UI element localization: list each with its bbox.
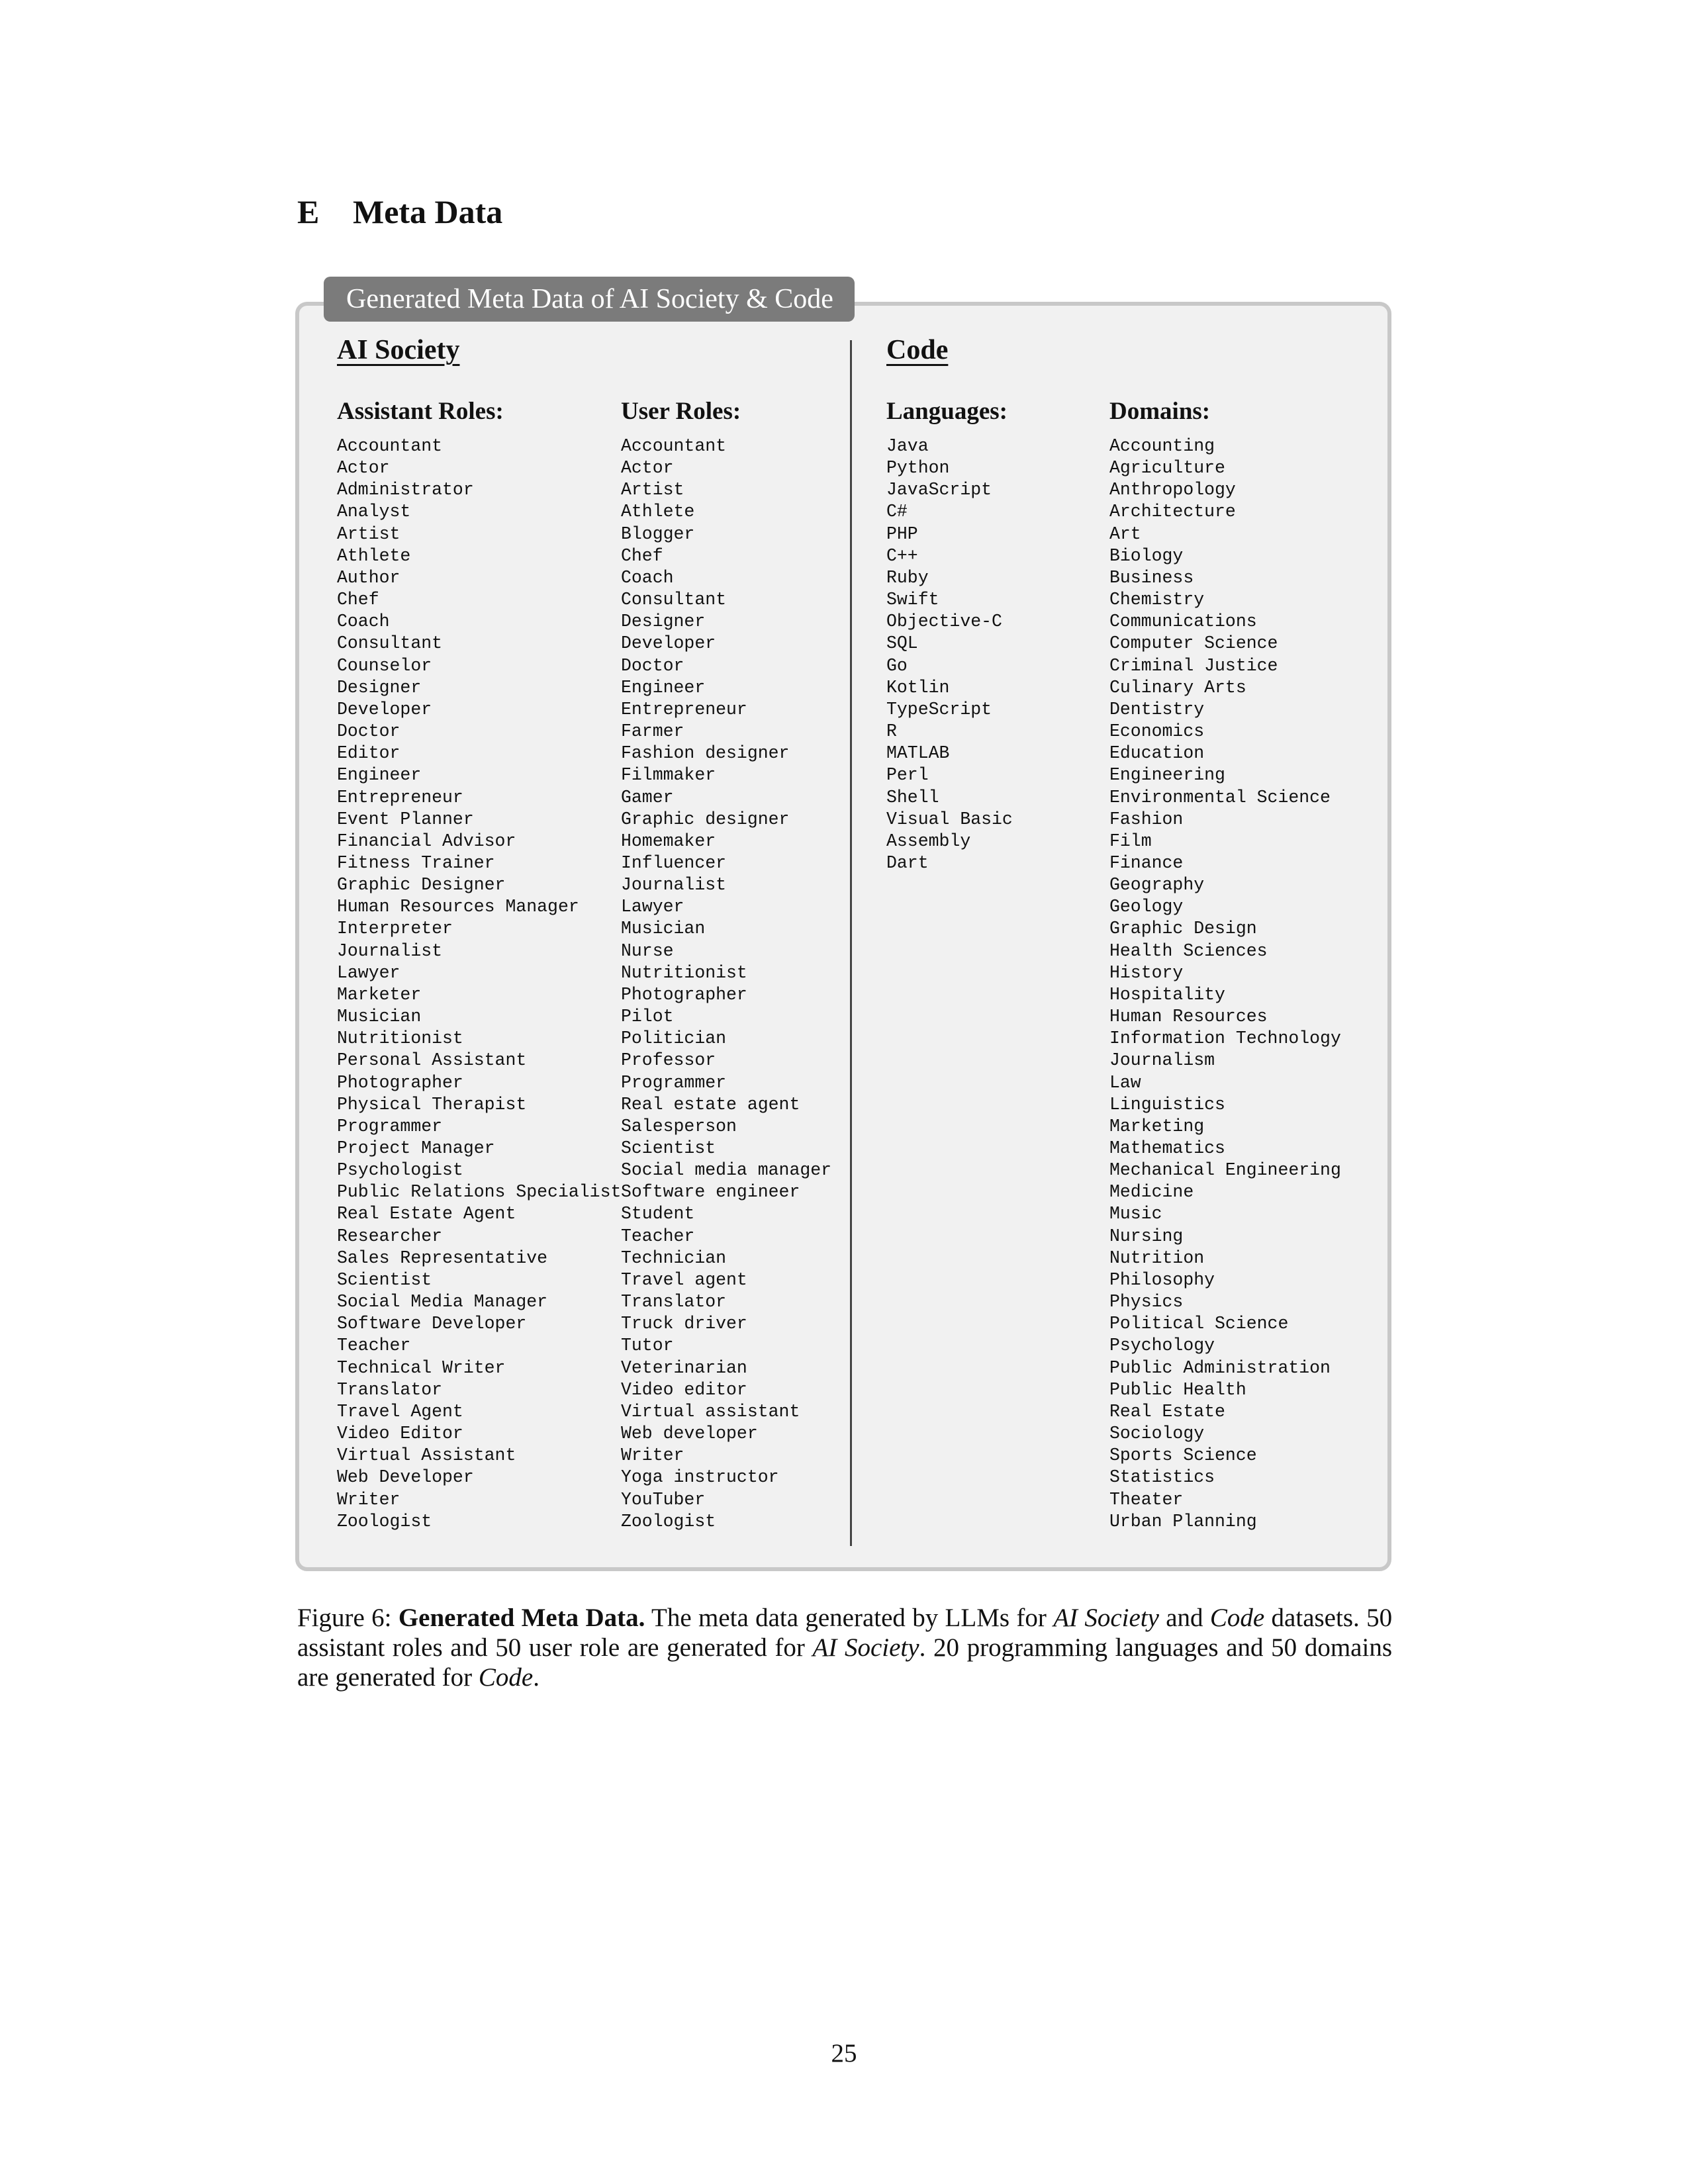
user-role-item: Student — [621, 1204, 695, 1224]
caption-text: . 20 programming languages and 50 domains are generated for — [297, 1633, 1393, 1692]
domain-item: Accounting — [1109, 436, 1215, 456]
language-item: Java — [886, 436, 929, 456]
domain-item: Fashion — [1109, 809, 1184, 829]
assistant-role-item: Editor — [337, 743, 400, 764]
user-role-item: Real estate agent — [621, 1094, 800, 1115]
user-role-item: Accountant — [621, 436, 727, 456]
user-role-item: Actor — [621, 458, 674, 478]
user-role-item: Developer — [621, 633, 716, 654]
language-item: Ruby — [886, 567, 929, 588]
user-role-item: Nurse — [621, 940, 674, 961]
user-role-item: Influencer — [621, 852, 727, 873]
domain-item: Geology — [1109, 897, 1184, 917]
section-heading — [297, 192, 502, 232]
user-role-item: Virtual assistant — [621, 1401, 800, 1422]
assistant-role-item: Developer — [337, 699, 432, 719]
assistant-role-item: Virtual Assistant — [337, 1445, 516, 1466]
user-role-item: YouTuber — [621, 1489, 706, 1510]
user-role-item: Engineer — [621, 677, 706, 698]
user-role-item: Web developer — [621, 1424, 758, 1444]
domain-item: Law — [1109, 1072, 1141, 1093]
user-role-item: Zoologist — [621, 1511, 716, 1531]
assistant-role-item: Technical Writer — [337, 1357, 506, 1378]
assistant-role-item: Counselor — [337, 655, 432, 676]
user-role-item: Artist — [621, 480, 684, 500]
assistant-role-item: Engineer — [337, 765, 422, 786]
assistant-role-item: Web Developer — [337, 1467, 474, 1488]
language-item: Shell — [886, 787, 939, 807]
user-role-item: Technician — [621, 1248, 727, 1268]
language-item: Kotlin — [886, 677, 950, 698]
caption-text: The meta data generated by LLMs for — [651, 1604, 1047, 1632]
domains-list — [1109, 435, 1341, 1533]
domain-item: Education — [1109, 743, 1205, 764]
domain-item: Urban Planning — [1109, 1511, 1257, 1531]
domain-item: Film — [1109, 831, 1152, 851]
user-role-item: Coach — [621, 567, 674, 588]
caption-text: and — [1166, 1604, 1203, 1632]
assistant-role-item: Social Media Manager — [337, 1292, 548, 1312]
user-role-item: Programmer — [621, 1072, 727, 1093]
user-role-item: Designer — [621, 612, 706, 632]
language-item: PHP — [886, 523, 918, 544]
assistant-role-item: Graphic Designer — [337, 875, 506, 895]
domain-item: Culinary Arts — [1109, 677, 1246, 698]
user-role-item: Writer — [621, 1445, 684, 1466]
user-role-item: Entrepreneur — [621, 699, 747, 719]
assistant-role-item: Coach — [337, 612, 390, 632]
assistant-role-item: Doctor — [337, 721, 400, 742]
assistant-role-item: Artist — [337, 523, 400, 544]
domain-item: Dentistry — [1109, 699, 1205, 719]
domain-item: Communications — [1109, 612, 1257, 632]
language-item: SQL — [886, 633, 918, 654]
caption-text: datasets. 50 assistant roles and 50 user role are generated for — [297, 1604, 1393, 1662]
assistant-role-item: Scientist — [337, 1269, 432, 1290]
user-role-item: Graphic designer — [621, 809, 790, 829]
assistant-role-item: Zoologist — [337, 1511, 432, 1531]
assistant-role-item: Event Planner — [337, 809, 474, 829]
languages-heading: Languages: — [886, 398, 1008, 425]
language-item: Assembly — [886, 831, 971, 851]
assistant-role-item: Athlete — [337, 545, 411, 566]
caption-bold-title: Generated Meta Data. — [398, 1604, 645, 1632]
assistant-role-item: Sales Representative — [337, 1248, 548, 1268]
assistant-role-item: Journalist — [337, 940, 443, 961]
language-item: C++ — [886, 545, 918, 566]
assistant-role-item: Programmer — [337, 1116, 443, 1136]
user-role-item: Farmer — [621, 721, 684, 742]
domain-item: Music — [1109, 1204, 1162, 1224]
domain-item: Journalism — [1109, 1050, 1215, 1071]
assistant-role-item: Project Manager — [337, 1138, 495, 1158]
domain-item: Mathematics — [1109, 1138, 1225, 1158]
caption-italic: Code — [478, 1663, 534, 1692]
language-item: R — [886, 721, 897, 742]
domain-item: Sociology — [1109, 1424, 1205, 1444]
figure-caption — [297, 1603, 1392, 1692]
user-role-item: Fashion designer — [621, 743, 790, 764]
user-role-item: Tutor — [621, 1336, 674, 1356]
domain-item: Medicine — [1109, 1182, 1194, 1203]
assistant-role-item: Marketer — [337, 984, 422, 1005]
domain-item: Biology — [1109, 545, 1184, 566]
domain-item: Physics — [1109, 1292, 1184, 1312]
assistant-role-item: Entrepreneur — [337, 787, 463, 807]
language-item: MATLAB — [886, 743, 950, 764]
caption-italic: AI Society — [812, 1633, 919, 1662]
domain-item: Finance — [1109, 852, 1184, 873]
domain-item: Nursing — [1109, 1226, 1184, 1246]
user-role-item: Software engineer — [621, 1182, 800, 1203]
user-role-item: Athlete — [621, 502, 695, 522]
user-role-item: Consultant — [621, 590, 727, 610]
assistant-role-item: Actor — [337, 458, 390, 478]
section-number: E — [297, 193, 320, 230]
assistant-role-item: Nutritionist — [337, 1028, 463, 1049]
assistant-role-item: Designer — [337, 677, 422, 698]
language-item: JavaScript — [886, 480, 992, 500]
assistant-role-item: Fitness Trainer — [337, 852, 495, 873]
domain-item: Sports Science — [1109, 1445, 1257, 1466]
assistant-role-item: Physical Therapist — [337, 1094, 527, 1115]
assistant-role-item: Accountant — [337, 436, 443, 456]
domain-item: Graphic Design — [1109, 919, 1257, 939]
ai-society-title: AI Society — [337, 335, 460, 365]
domain-item: Environmental Science — [1109, 787, 1331, 807]
domains-heading: Domains: — [1109, 398, 1211, 425]
user-role-item: Pilot — [621, 1007, 674, 1027]
user-role-item: Professor — [621, 1050, 716, 1071]
user-role-item: Homemaker — [621, 831, 716, 851]
caption-italic: Code — [1209, 1604, 1265, 1632]
assistant-role-item: Writer — [337, 1489, 400, 1510]
domain-item: Agriculture — [1109, 458, 1225, 478]
assistant-role-item: Administrator — [337, 480, 474, 500]
user-role-item: Photographer — [621, 984, 747, 1005]
domain-item: Mechanical Engineering — [1109, 1160, 1341, 1181]
assistant-role-item: Travel Agent — [337, 1401, 463, 1422]
domain-item: Information Technology — [1109, 1028, 1341, 1049]
language-item: TypeScript — [886, 699, 992, 719]
language-item: Swift — [886, 590, 939, 610]
assistant-role-item: Chef — [337, 590, 379, 610]
user-roles-list — [621, 435, 831, 1533]
domain-item: Business — [1109, 567, 1194, 588]
user-role-item: Salesperson — [621, 1116, 737, 1136]
domain-item: Human Resources — [1109, 1007, 1268, 1027]
languages-list — [886, 435, 1013, 874]
assistant-role-item: Interpreter — [337, 919, 453, 939]
assistant-role-item: Author — [337, 567, 400, 588]
domain-item: Nutrition — [1109, 1248, 1205, 1268]
user-role-item: Musician — [621, 919, 706, 939]
language-item: Visual Basic — [886, 809, 1013, 829]
language-item: Dart — [886, 852, 929, 873]
assistant-role-item: Public Relations Specialist — [337, 1182, 622, 1203]
user-role-item: Filmmaker — [621, 765, 716, 786]
assistant-roles-heading: Assistant Roles: — [337, 398, 504, 425]
user-role-item: Yoga instructor — [621, 1467, 779, 1488]
domain-item: Architecture — [1109, 502, 1236, 522]
user-role-item: Gamer — [621, 787, 674, 807]
assistant-role-item: Translator — [337, 1379, 443, 1400]
domain-item: Political Science — [1109, 1314, 1289, 1334]
assistant-role-item: Software Developer — [337, 1314, 527, 1334]
domain-item: Anthropology — [1109, 480, 1236, 500]
language-item: C# — [886, 502, 908, 522]
domain-item: Criminal Justice — [1109, 655, 1278, 676]
domain-item: Health Sciences — [1109, 940, 1268, 961]
assistant-roles-list — [337, 435, 621, 1533]
assistant-role-item: Musician — [337, 1007, 422, 1027]
domain-item: Public Health — [1109, 1379, 1246, 1400]
box-title: Generated Meta Data of AI Society & Code — [324, 277, 855, 322]
domain-item: Psychology — [1109, 1336, 1215, 1356]
caption-text: . — [533, 1663, 539, 1692]
domain-item: Hospitality — [1109, 984, 1225, 1005]
domain-item: Statistics — [1109, 1467, 1215, 1488]
user-role-item: Veterinarian — [621, 1357, 747, 1378]
assistant-role-item: Psychologist — [337, 1160, 463, 1181]
domain-item: Economics — [1109, 721, 1205, 742]
assistant-role-item: Lawyer — [337, 962, 400, 983]
section-title: Meta Data — [353, 193, 503, 230]
language-item: Python — [886, 458, 950, 478]
assistant-role-item: Analyst — [337, 502, 411, 522]
assistant-role-item: Researcher — [337, 1226, 443, 1246]
user-role-item: Politician — [621, 1028, 727, 1049]
domain-item: Computer Science — [1109, 633, 1278, 654]
caption-italic: AI Society — [1053, 1604, 1159, 1632]
column-divider — [850, 340, 852, 1546]
assistant-role-item: Teacher — [337, 1336, 411, 1356]
domain-item: Philosophy — [1109, 1269, 1215, 1290]
assistant-role-item: Personal Assistant — [337, 1050, 527, 1071]
domain-item: History — [1109, 962, 1184, 983]
user-role-item: Chef — [621, 545, 663, 566]
assistant-role-item: Human Resources Manager — [337, 897, 579, 917]
domain-item: Engineering — [1109, 765, 1225, 786]
domain-item: Theater — [1109, 1489, 1184, 1510]
code-title: Code — [886, 335, 949, 365]
domain-item: Public Administration — [1109, 1357, 1331, 1378]
user-role-item: Nutritionist — [621, 962, 747, 983]
user-role-item: Social media manager — [621, 1160, 832, 1181]
assistant-role-item: Video Editor — [337, 1424, 463, 1444]
user-role-item: Lawyer — [621, 897, 684, 917]
user-roles-heading: User Roles: — [621, 398, 741, 425]
user-role-item: Video editor — [621, 1379, 747, 1400]
user-role-item: Truck driver — [621, 1314, 747, 1334]
assistant-role-item: Financial Advisor — [337, 831, 516, 851]
user-role-item: Scientist — [621, 1138, 716, 1158]
assistant-role-item: Consultant — [337, 633, 443, 654]
domain-item: Real Estate — [1109, 1401, 1225, 1422]
language-item: Perl — [886, 765, 929, 786]
assistant-role-item: Photographer — [337, 1072, 463, 1093]
domain-item: Marketing — [1109, 1116, 1205, 1136]
user-role-item: Teacher — [621, 1226, 695, 1246]
domain-item: Art — [1109, 523, 1141, 544]
caption-label: Figure 6: — [297, 1604, 392, 1632]
user-role-item: Blogger — [621, 523, 695, 544]
page-number: 25 — [831, 2039, 857, 2068]
user-role-item: Doctor — [621, 655, 684, 676]
domain-item: Chemistry — [1109, 590, 1205, 610]
user-role-item: Travel agent — [621, 1269, 747, 1290]
domain-item: Geography — [1109, 875, 1205, 895]
language-item: Go — [886, 655, 908, 676]
assistant-role-item: Real Estate Agent — [337, 1204, 516, 1224]
user-role-item: Journalist — [621, 875, 727, 895]
user-role-item: Translator — [621, 1292, 727, 1312]
domain-item: Linguistics — [1109, 1094, 1225, 1115]
language-item: Objective-C — [886, 612, 1002, 632]
